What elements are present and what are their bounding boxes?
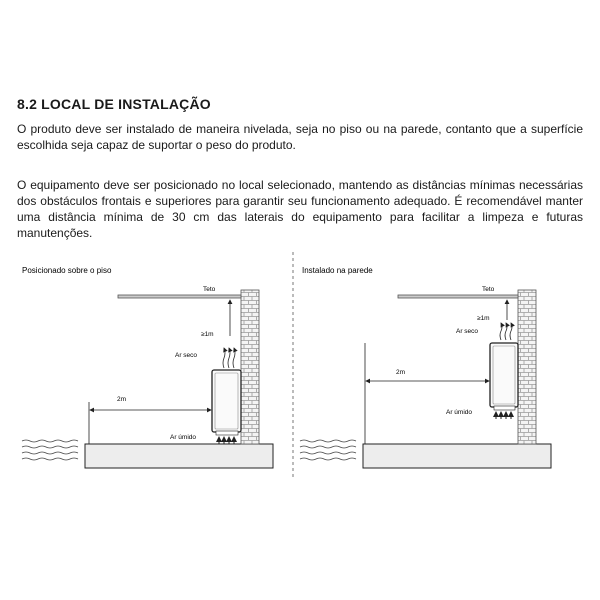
installation-diagram: [0, 250, 600, 480]
section-heading: 8.2 LOCAL DE INSTALAÇÃO: [17, 96, 211, 112]
paragraph-distances: O equipamento deve ser posicionado no local selecionado, mantendo as distâncias mínimas necessárias dos obstáculos frontais e superiores para garantir seu funcionamento adequado. É recomendável manter uma distância mínima de 30 cm das laterais do equipamento para facilitar a limpeza e futuras manutenções.: [17, 178, 583, 240]
water-icon: [22, 440, 78, 460]
floor-block: [85, 444, 273, 468]
label-ceiling-floor: Teto: [203, 286, 216, 293]
ceiling-slab: [398, 295, 518, 298]
floor-block: [363, 444, 551, 468]
humid-air-arrows-icon: [496, 412, 511, 419]
humid-air-arrows-icon: [219, 437, 234, 444]
label-distance-wall: 2m: [396, 369, 406, 376]
wall-brick: [518, 290, 536, 444]
label-dry-air-wall: Ar seco: [456, 328, 479, 335]
dehumidifier-unit: [490, 343, 518, 410]
caption-floor: Posicionado sobre o piso: [22, 266, 112, 275]
diagram-wall: [300, 266, 551, 468]
label-dry-air-floor: Ar seco: [175, 352, 198, 359]
caption-wall: Instalado na parede: [302, 266, 373, 275]
wall-brick: [241, 290, 259, 444]
label-min-top-wall: ≥1m: [477, 315, 490, 322]
dry-air-arrows-icon: [223, 348, 235, 368]
ceiling-slab: [118, 295, 241, 298]
label-humid-air-floor: Ar úmido: [170, 434, 197, 441]
label-ceiling-wall: Teto: [482, 286, 495, 293]
dehumidifier-unit: [212, 370, 241, 435]
dry-air-arrows-icon: [500, 323, 512, 340]
paragraph-leveling: O produto deve ser instalado de maneira nivelada, seja no piso ou na parede, contanto que a superfície escolhida seja capaz de suportar o peso do produto.: [17, 122, 583, 152]
water-icon: [300, 440, 356, 460]
diagram-floor: [22, 266, 273, 468]
label-distance-floor: 2m: [117, 396, 127, 403]
label-min-top-floor: ≥1m: [201, 331, 214, 338]
label-humid-air-wall: Ar úmido: [446, 409, 473, 416]
